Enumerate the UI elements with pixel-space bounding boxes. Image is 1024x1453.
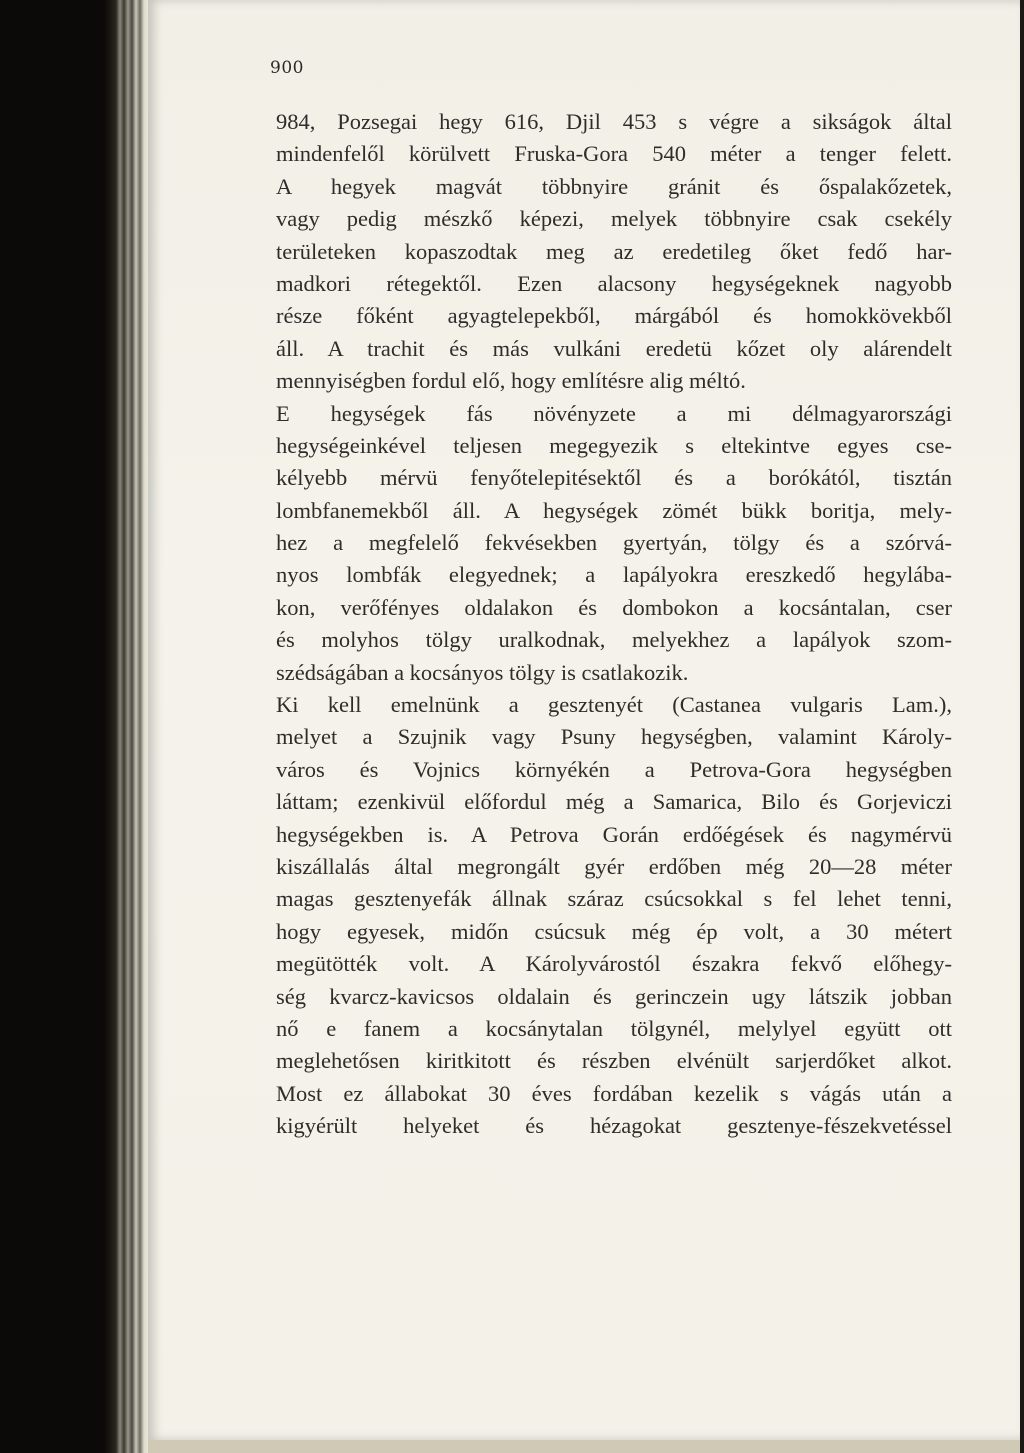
text-line: mindenfelől körülvett Fruska-Gora 540 méter a tenger felett.	[276, 141, 952, 167]
text-line: 984, Pozsegai hegy 616, Djil 453 s végre a sikságok által	[276, 109, 952, 134]
text-line: meglehetősen kiritkitott és részben elvénült sarjerdőket alkot.	[276, 1048, 952, 1074]
text-line: hegységekben is. A Petrova Gorán erdőégések és nagymérvü	[276, 821, 952, 847]
page-number: 900	[270, 58, 304, 78]
body-text	[276, 106, 952, 1143]
text-line: magas gesztenyefák állnak száraz csúcsokkal s fel lehet tenni,	[276, 886, 952, 912]
text-line: Most ez állabokat 30 éves fordában kezelik s vágás után a	[276, 1080, 952, 1106]
text-line: kigyérült helyeket és hézagokat gesztenye-fészekvetéssel	[276, 1113, 952, 1139]
text-line: város és Vojnics környékén a Petrova-Gora hegységben	[276, 756, 952, 782]
text-line: E hegységek fás növényzete a mi délmagyarországi	[276, 400, 952, 426]
text-line: hegységeinkével teljesen megegyezik s eltekintve egyes cse-	[276, 432, 952, 458]
page-bottom-edge	[148, 1440, 1020, 1453]
text-line: nyos lombfák elegyednek; a lapályokra ereszkedő hegylába-	[276, 562, 952, 588]
text-line: madkori rétegektől. Ezen alacsony hegységeknek nagyobb	[276, 270, 952, 296]
text-line: kiszállalás által megrongált gyér erdőben még 20—28 méter	[276, 853, 952, 879]
text-line: hez a megfelelő fekvésekben gyertyán, tölgy és a szórvá-	[276, 530, 952, 556]
text-line: ség kvarcz-kavicsos oldalain és gerinczein ugy látszik jobban	[276, 983, 952, 1009]
text-line: vagy pedig mészkő képezi, melyek többnyire csak csekély	[276, 206, 952, 232]
text-line: áll. A trachit és más vulkáni eredetü kőzet oly alárendelt	[276, 335, 952, 361]
text-line: melyet a Szujnik vagy Psuny hegységben, valamint Károly-	[276, 724, 952, 750]
text-line: nő e fanem a kocsánytalan tölgynél, melylyel együtt ott	[276, 1015, 952, 1041]
right-border	[1020, 0, 1024, 1453]
text-line: megütötték volt. A Károlyvárostól északra fekvő előhegy-	[276, 951, 952, 977]
text-line: és molyhos tölgy uralkodnak, melyekhez a lapályok szom-	[276, 627, 952, 653]
text-line: területeken kopaszodtak meg az eredetileg őket fedő har-	[276, 238, 952, 264]
text-line: része főként agyagtelepekből, márgából és homokkövekből	[276, 303, 952, 329]
text-line: A hegyek magvát többnyire gránit és őspalakőzetek,	[276, 173, 952, 199]
text-line: kélyebb mérvü fenyőtelepitésektől és a borókától, tisztán	[276, 465, 952, 491]
text-line: szédságában a kocsányos tölgy is csatlakozik.	[276, 659, 689, 685]
text-line: hogy egyesek, midőn csúcsuk még ép volt, a 30 métert	[276, 918, 952, 944]
text-line: láttam; ezenkivül előfordul még a Samarica, Bilo és Gorjeviczi	[276, 789, 952, 815]
text-line: kon, verőfényes oldalakon és dombokon a kocsántalan, cser	[276, 594, 952, 620]
text-line: mennyiségben fordul elő, hogy említésre alig méltó.	[276, 368, 746, 394]
text-line: lombfanemekből áll. A hegységek zömét bükk boritja, mely-	[276, 497, 952, 523]
text-line: Ki kell emelnünk a gesztenyét (Castanea vulgaris Lam.),	[276, 692, 952, 718]
book-spine-edge	[0, 0, 150, 1453]
